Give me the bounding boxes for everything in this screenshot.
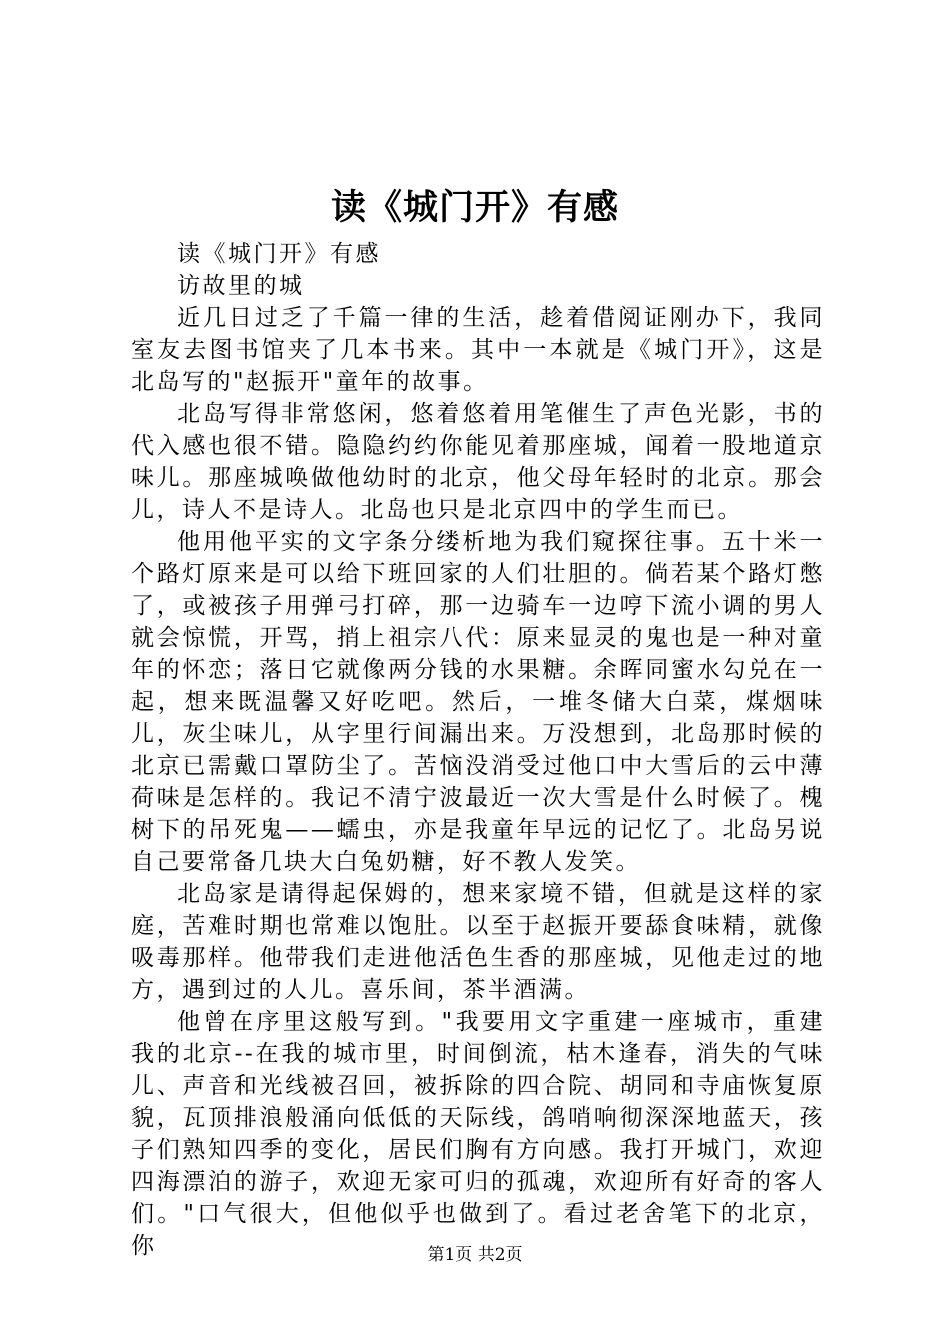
document-title: 读《城门开》有感 bbox=[330, 187, 619, 228]
paragraph: 他用他平实的文字条分缕析地为我们窥探往事。五十米一个路灯原来是可以给下班回家的人们壮胆的。倘若某个路灯憋了，或被孩子用弹弓打碎，那一边骑车一边哼下流小调的男人就会惊慌，开骂，捎上祖宗八代：原来显灵的鬼也是一种对童年的怀恋；落日它就像两分钱的水果糖。余晖同蜜水勾兑在一起，想来既温馨又好吃吧。然后，一堆冬储大白菜，煤烟味儿，灰尘味儿，从字里行间漏出来。万没想到，北岛那时候的北京已需戴口罩防尘了。苦恼没消受过他口中大雪后的云中薄荷味是怎样的。我记不清宁波最近一次大雪是什么时候了。槐树下的吊死鬼——蠕虫，亦是我童年早远的记忆了。北岛另说自己要常备几块大白兔奶糖，好不教人发笑。 bbox=[131, 529, 825, 875]
paragraph-heading: 访故里的城 bbox=[177, 273, 305, 299]
paragraph-subtitle: 读《城门开》有感 bbox=[177, 241, 381, 267]
page-footer: 第1页 共2页 bbox=[427, 1245, 523, 1265]
paragraph: 近几日过乏了千篇一律的生活，趁着借阅证刚办下，我同室友去图书馆夹了几本书来。其中一本就是《城门开》，这是北岛写的"赵振开"童年的故事。 bbox=[131, 305, 825, 395]
paragraph: 他曾在序里这般写到。"我要用文字重建一座城市，重建我的北京--在我的城市里，时间倒流，枯木逢春，消失的气味儿、声音和光线被召回，被拆除的四合院、胡同和寺庙恢复原貌，瓦顶排浪般涌向低低的天际线，鸽哨响彻深深地蓝天，孩子们熟知四季的变化，居民们胸有方向感。我打开城门，欢迎四海漂泊的游子，欢迎无家可归的孤魂，欢迎所有好奇的客人们。"口气很大，但他似乎也做到了。看过老舍笔下的北京，你 bbox=[131, 1009, 825, 1259]
document-body bbox=[131, 238, 825, 1262]
paragraph: 北岛写得非常悠闲，悠着悠着用笔催生了声色光影，书的代入感也很不错。隐隐约约你能见着那座城，闻着一股地道京味儿。那座城唤做他幼时的北京，他父母年轻时的北京。那会儿，诗人不是诗人。北岛也只是北京四中的学生而已。 bbox=[131, 401, 825, 523]
paragraph: 北岛家是请得起保姆的，想来家境不错，但就是这样的家庭，苦难时期也常难以饱肚。以至于赵振开要舔食味精，就像吸毒那样。他带我们走进他活色生香的那座城，见他走过的地方，遇到过的人儿。喜乐间，茶半酒满。 bbox=[131, 881, 825, 1003]
